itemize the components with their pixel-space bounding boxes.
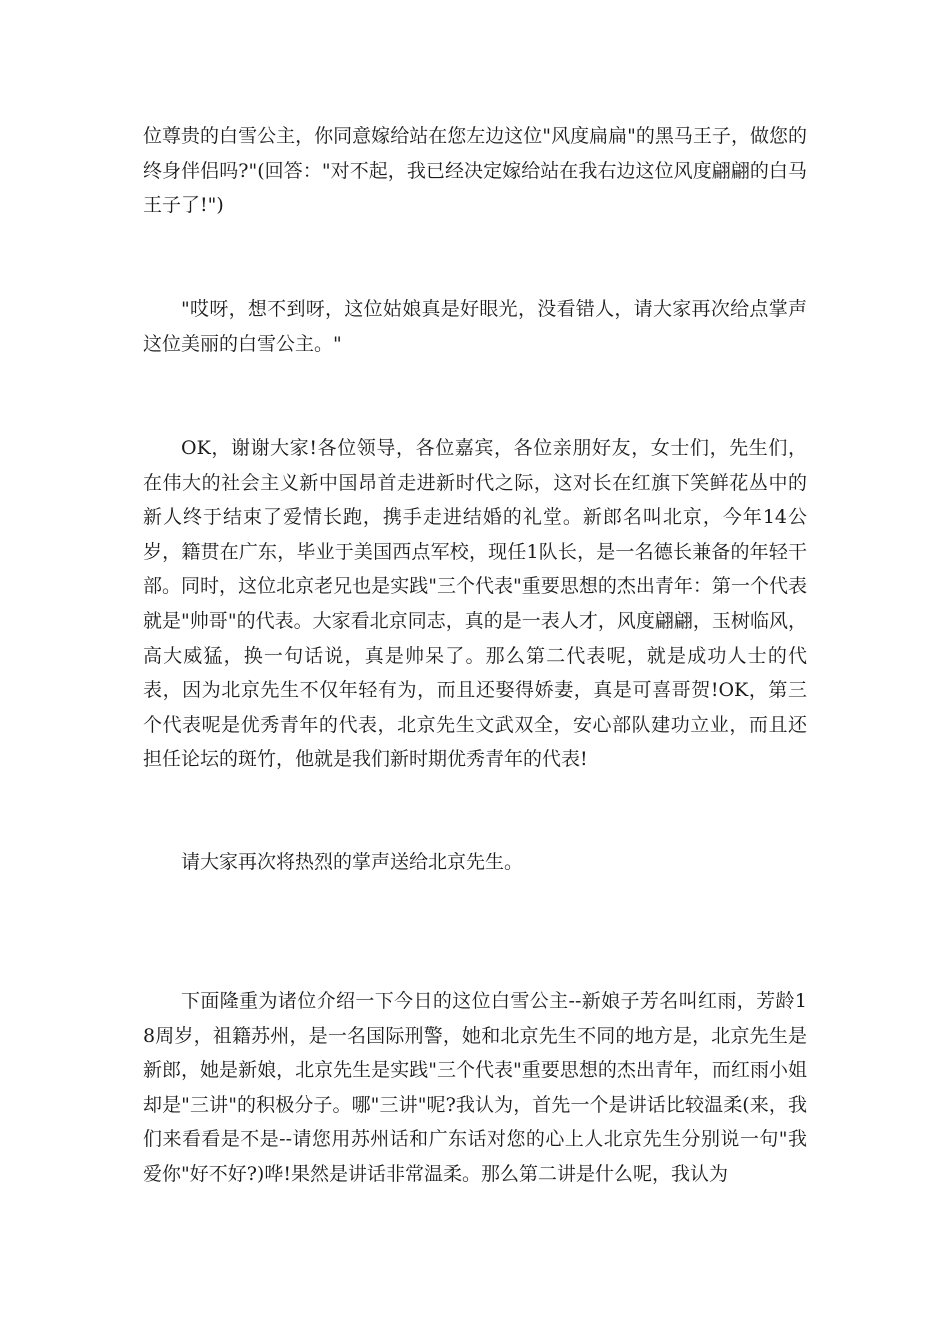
paragraph-bride-answer: 位尊贵的白雪公主，你同意嫁给站在您左边这位"风度扁扁"的黑马王子，做您的终身伴侣吗?"(回答："对不起，我已经决定嫁给站在我右边这位风度翩翩的白马王子了!") [143,125,807,217]
paragraph-applause-bride: "哎呀，想不到呀，这位姑娘真是好眼光，没看错人，请大家再次给点掌声这位美丽的白雪公主。" [143,298,807,355]
paragraph-groom-introduction: OK，谢谢大家!各位领导，各位嘉宾，各位亲朋好友，女士们，先生们，在伟大的社会主义新中国昂首走进新时代之际，这对长在红旗下笑鲜花丛中的新人终于结束了爱情长跑，携手走进结婚的礼堂。新郎名叫北京，今年14公岁，籍贯在广东，毕业于美国西点军校，现任1队长，是一名德长兼备的年轻干部。同时，这位北京老兄也是实践"三个代表"重要思想的杰出青年：第一个代表就是"帅哥"的代表。大家看北京同志，真的是一表人才，风度翩翩，玉树临风，高大威猛，换一句话说，真是帅呆了。那么第二代表呢，就是成功人士的代表，因为北京先生不仅年轻有为，而且还娶得娇妻，真是可喜哥贺!OK，第三个代表呢是优秀青年的代表，北京先生文武双全，安心部队建功立业，而且还担任论坛的斑竹，他就是我们新时期优秀青年的代表! [143,437,807,771]
paragraph-bride-introduction: 下面隆重为诸位介绍一下今日的这位白雪公主--新娘子芳名叫红雨，芳龄18周岁，祖籍苏州，是一名国际刑警，她和北京先生不同的地方是，北京先生是新郎，她是新娘，北京先生是实践"三个代表"重要思想的杰出青年，而红雨小姐却是"三讲"的积极分子。哪"三讲"呢?我认为，首先一个是讲话比较温柔(来，我们来看看是不是--请您用苏州话和广东话对您的心上人北京先生分别说一句"我爱你"好不好?)哗!果然是讲话非常温柔。那么第二讲是什么呢，我认为 [143,990,807,1185]
paragraph-applause-groom: 请大家再次将热烈的掌声送给北京先生。 [181,851,524,873]
